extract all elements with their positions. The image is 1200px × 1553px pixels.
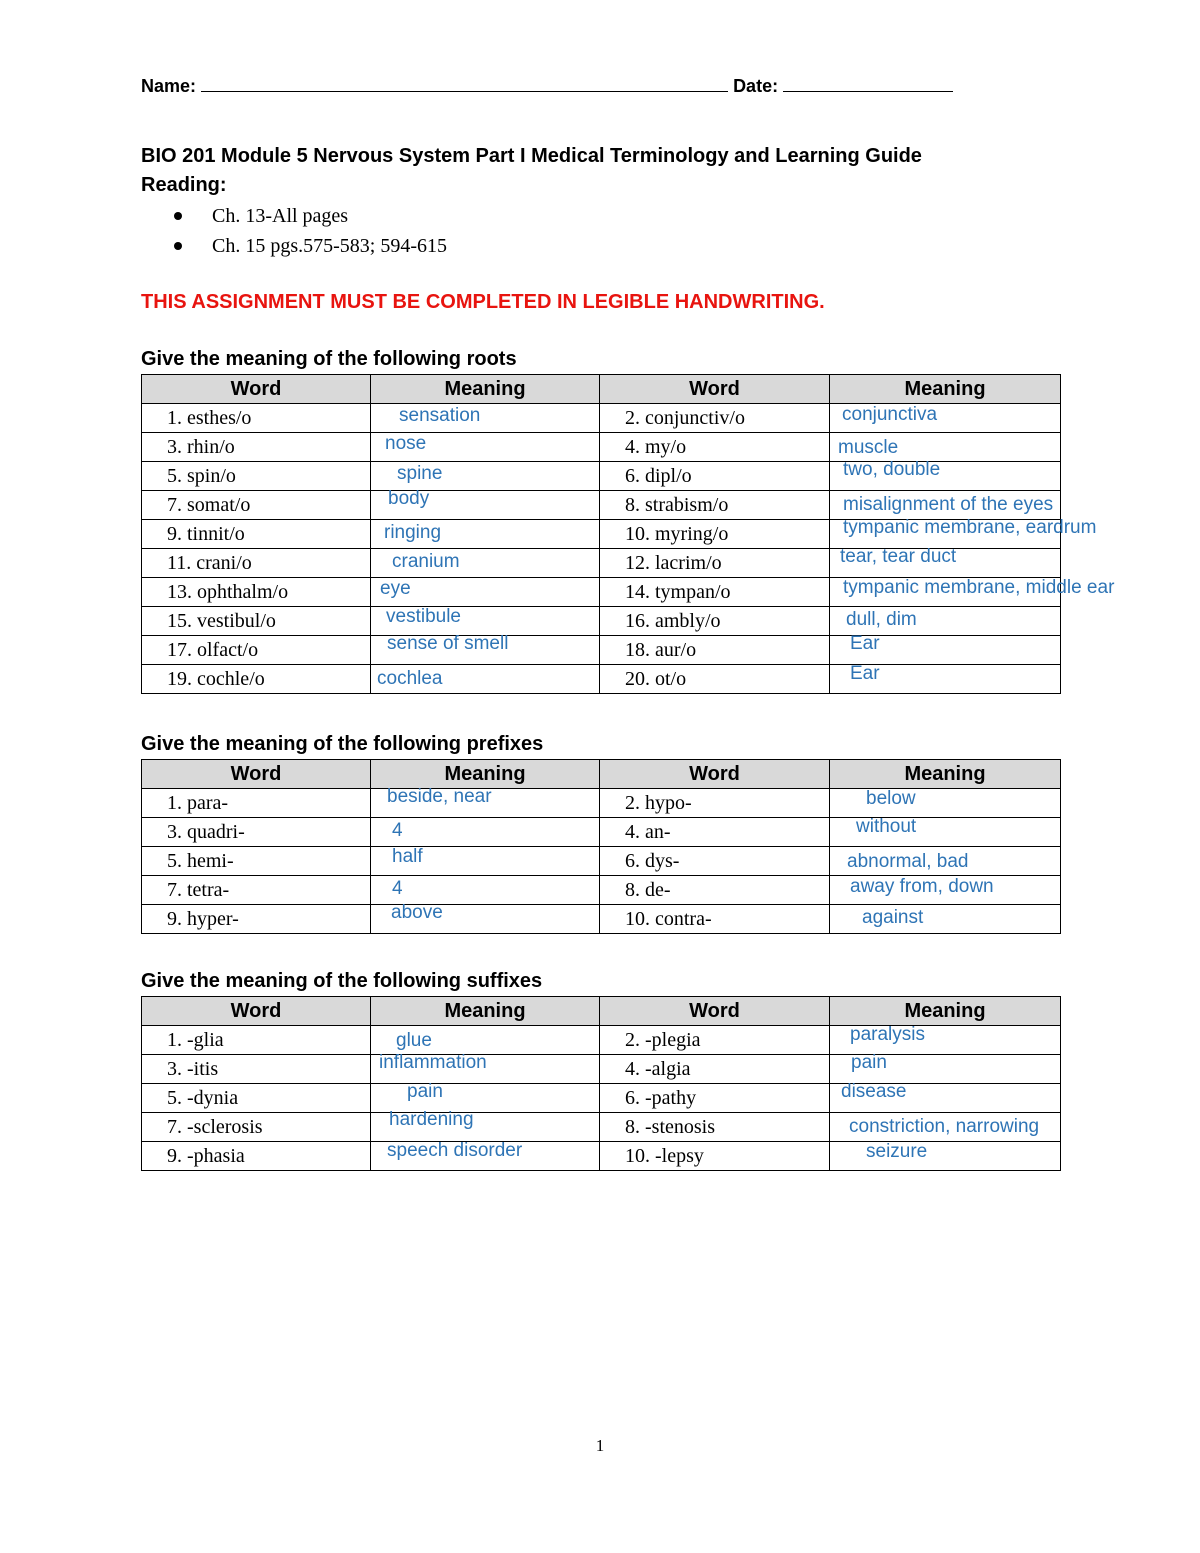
answer-cell[interactable]	[371, 549, 600, 578]
answer-cell[interactable]	[830, 404, 1061, 433]
answer-cell[interactable]	[830, 546, 1061, 578]
answer-cell[interactable]	[371, 433, 600, 462]
handwritten-answer: Ear	[850, 633, 880, 654]
table-row	[142, 1026, 1061, 1055]
answer-cell[interactable]	[830, 818, 1061, 847]
answer-cell[interactable]	[830, 665, 1061, 694]
table-row	[142, 607, 1061, 636]
word-cell: 5. -dynia	[142, 1084, 371, 1113]
page-title: BIO 201 Module 5 Nervous System Part I Medical Terminology and Learning Guide	[141, 145, 922, 167]
handwritten-answer: conjunctiva	[842, 404, 938, 425]
column-header: Meaning	[830, 997, 1061, 1026]
answer-cell[interactable]	[830, 905, 1061, 934]
answer-cell[interactable]	[371, 902, 600, 934]
answer-cell[interactable]	[371, 1052, 600, 1084]
suffixes-heading: Give the meaning of the following suffixes	[141, 970, 543, 992]
word-cell: 19. cochle/o	[142, 665, 371, 694]
word-cell: 3. rhin/o	[142, 433, 371, 462]
answer-cell[interactable]	[830, 577, 1115, 607]
table-row	[142, 1084, 1061, 1113]
answer-cell[interactable]	[371, 876, 600, 905]
word-cell: 8. strabism/o	[600, 491, 830, 520]
prefixes-heading: Give the meaning of the following prefixes	[141, 733, 544, 755]
word-cell: 6. dys-	[600, 847, 830, 876]
answer-cell[interactable]	[371, 607, 600, 636]
handwritten-answer: vestibule	[386, 606, 461, 627]
handwritten-answer: seizure	[866, 1141, 928, 1162]
answer-cell[interactable]	[371, 1109, 600, 1142]
handwritten-answer: nose	[385, 433, 427, 454]
table-row	[142, 1055, 1061, 1084]
handwritten-answer: above	[391, 902, 443, 923]
name-blank[interactable]	[201, 74, 728, 92]
word-cell: 4. -algia	[600, 1055, 830, 1084]
handwritten-answer: body	[388, 488, 430, 509]
handwritten-answer: tear, tear duct	[840, 546, 957, 567]
handwritten-answer: disease	[841, 1081, 907, 1102]
handwritten-answer: speech disorder	[387, 1140, 523, 1161]
handwritten-answer: away from, down	[850, 876, 994, 897]
handwritten-answer: pain	[407, 1081, 443, 1102]
handwritten-answer: dull, dim	[846, 609, 917, 630]
answer-cell[interactable]	[371, 578, 600, 607]
reading-item: Ch. 15 pgs.575-583; 594-615	[141, 233, 447, 263]
handwritten-answer: beside, near	[387, 786, 492, 807]
table-row	[142, 520, 1061, 549]
table-row	[142, 905, 1061, 934]
word-cell: 6. -pathy	[600, 1084, 830, 1113]
table-row	[142, 1113, 1061, 1142]
word-cell: 10. myring/o	[600, 520, 830, 549]
table-row	[142, 549, 1061, 578]
roots-heading: Give the meaning of the following roots	[141, 348, 517, 370]
table-row	[142, 847, 1061, 876]
word-cell: 16. ambly/o	[600, 607, 830, 636]
answer-cell[interactable]	[371, 847, 600, 876]
answer-cell[interactable]	[830, 633, 1061, 665]
word-cell: 1. esthes/o	[142, 404, 371, 433]
column-header: Word	[142, 760, 371, 789]
table-header-row	[142, 997, 1061, 1026]
word-cell: 3. quadri-	[142, 818, 371, 847]
answer-cell[interactable]	[830, 1113, 1061, 1142]
table-row	[142, 1142, 1061, 1171]
handwritten-answer: inflammation	[379, 1052, 487, 1073]
word-cell: 2. conjunctiv/o	[600, 404, 830, 433]
name-date-line	[141, 74, 953, 97]
word-cell: 7. somat/o	[142, 491, 371, 520]
handwritten-answer: tympanic membrane, eardrum	[843, 517, 1097, 538]
table-header-row	[142, 760, 1061, 789]
word-cell: 5. spin/o	[142, 462, 371, 491]
table-row	[142, 404, 1061, 433]
reading-list	[141, 203, 447, 263]
answer-cell[interactable]	[830, 1026, 1061, 1055]
answer-cell[interactable]	[830, 1081, 1061, 1113]
handwritten-answer: spine	[397, 463, 443, 484]
answer-cell[interactable]	[371, 462, 600, 491]
column-header: Meaning	[830, 760, 1061, 789]
handwritten-answer: pain	[851, 1052, 887, 1073]
handwritten-answer: without	[856, 816, 917, 837]
reading-item: Ch. 13-All pages	[141, 203, 447, 233]
answer-cell[interactable]	[830, 607, 1061, 636]
word-cell: 13. ophthalm/o	[142, 578, 371, 607]
word-cell: 10. -lepsy	[600, 1142, 830, 1171]
word-cell: 20. ot/o	[600, 665, 830, 694]
column-header: Meaning	[371, 760, 600, 789]
table-row	[142, 789, 1061, 818]
answer-cell[interactable]	[830, 876, 1061, 905]
date-blank[interactable]	[783, 74, 953, 92]
column-header: Word	[600, 997, 830, 1026]
column-header: Meaning	[830, 375, 1061, 404]
table-row	[142, 876, 1061, 905]
table-row	[142, 433, 1061, 462]
handwritten-answer: tympanic membrane, middle ear	[843, 577, 1115, 598]
reading-label: Reading:	[141, 174, 227, 196]
word-cell: 7. tetra-	[142, 876, 371, 905]
handwritten-answer: cochlea	[377, 668, 443, 689]
date-label: Date:	[733, 76, 779, 96]
column-header: Word	[600, 375, 830, 404]
column-header: Meaning	[371, 997, 600, 1026]
answer-cell[interactable]	[371, 633, 600, 665]
suffixes-table	[141, 996, 1061, 1171]
answer-cell[interactable]	[371, 1026, 600, 1055]
column-header: Word	[142, 997, 371, 1026]
word-cell: 7. -sclerosis	[142, 1113, 371, 1142]
word-cell: 2. -plegia	[600, 1026, 830, 1055]
word-cell: 14. tympan/o	[600, 578, 830, 607]
word-cell: 3. -itis	[142, 1055, 371, 1084]
handwritten-answer: two, double	[843, 459, 941, 480]
table-row	[142, 665, 1061, 694]
answer-cell[interactable]	[371, 404, 600, 433]
word-cell: 4. an-	[600, 818, 830, 847]
handwritten-answer: misalignment of the eyes	[843, 494, 1054, 515]
answer-cell[interactable]	[371, 488, 600, 520]
answer-cell[interactable]	[830, 847, 1061, 876]
page-number: 1	[595, 1436, 605, 1455]
word-cell: 4. my/o	[600, 433, 830, 462]
handwritten-answer: below	[866, 788, 916, 809]
prefixes-table	[141, 759, 1061, 934]
table-row	[142, 636, 1061, 665]
table-row	[142, 462, 1061, 491]
roots-table	[141, 374, 1115, 694]
word-cell: 9. tinnit/o	[142, 520, 371, 549]
answer-cell[interactable]	[371, 520, 600, 549]
handwriting-warning: THIS ASSIGNMENT MUST BE COMPLETED IN LEGIBLE HANDWRITING.	[141, 291, 825, 313]
table-row	[142, 818, 1061, 847]
handwritten-answer: against	[862, 907, 924, 928]
handwritten-answer: ringing	[384, 522, 442, 543]
word-cell: 9. hyper-	[142, 905, 371, 934]
handwritten-answer: constriction, narrowing	[849, 1116, 1040, 1137]
bullet-icon	[174, 212, 182, 220]
word-cell: 1. para-	[142, 789, 371, 818]
word-cell: 9. -phasia	[142, 1142, 371, 1171]
word-cell: 15. vestibul/o	[142, 607, 371, 636]
word-cell: 5. hemi-	[142, 847, 371, 876]
handwritten-answer: muscle	[838, 437, 899, 458]
handwritten-answer: cranium	[392, 551, 460, 572]
table-header-row	[142, 375, 1061, 404]
handwritten-answer: sense of smell	[387, 633, 509, 654]
column-header: Word	[142, 375, 371, 404]
handwritten-answer: half	[392, 846, 423, 867]
word-cell: 8. de-	[600, 876, 830, 905]
answer-cell[interactable]	[830, 433, 1061, 462]
table-row	[142, 491, 1061, 520]
word-cell: 17. olfact/o	[142, 636, 371, 665]
handwritten-answer: abnormal, bad	[847, 851, 969, 872]
answer-cell[interactable]	[371, 786, 600, 818]
word-cell: 12. lacrim/o	[600, 549, 830, 578]
handwritten-answer: 4	[392, 820, 403, 841]
handwritten-answer: Ear	[850, 663, 880, 684]
answer-cell[interactable]	[830, 491, 1061, 520]
word-cell: 6. dipl/o	[600, 462, 830, 491]
answer-cell[interactable]	[830, 1052, 1061, 1084]
handwritten-answer: paralysis	[850, 1024, 925, 1045]
column-header: Word	[600, 760, 830, 789]
name-label: Name:	[141, 76, 197, 96]
answer-cell[interactable]	[830, 517, 1097, 549]
table-row	[142, 578, 1061, 607]
answer-cell[interactable]	[830, 459, 1061, 491]
word-cell: 2. hypo-	[600, 789, 830, 818]
handwritten-answer: hardening	[389, 1109, 474, 1130]
handwritten-answer: sensation	[399, 405, 481, 426]
bullet-icon	[174, 242, 182, 250]
word-cell: 11. crani/o	[142, 549, 371, 578]
handwritten-answer: 4	[392, 878, 403, 899]
word-cell: 1. -glia	[142, 1026, 371, 1055]
answer-cell[interactable]	[371, 665, 600, 694]
word-cell: 10. contra-	[600, 905, 830, 934]
word-cell: 8. -stenosis	[600, 1113, 830, 1142]
column-header: Meaning	[371, 375, 600, 404]
answer-cell[interactable]	[830, 1142, 1061, 1171]
answer-cell[interactable]	[830, 789, 1061, 818]
answer-cell[interactable]	[371, 818, 600, 847]
handwritten-answer: eye	[380, 578, 411, 599]
answer-cell[interactable]	[371, 1142, 600, 1171]
handwritten-answer: glue	[396, 1030, 432, 1051]
word-cell: 18. aur/o	[600, 636, 830, 665]
